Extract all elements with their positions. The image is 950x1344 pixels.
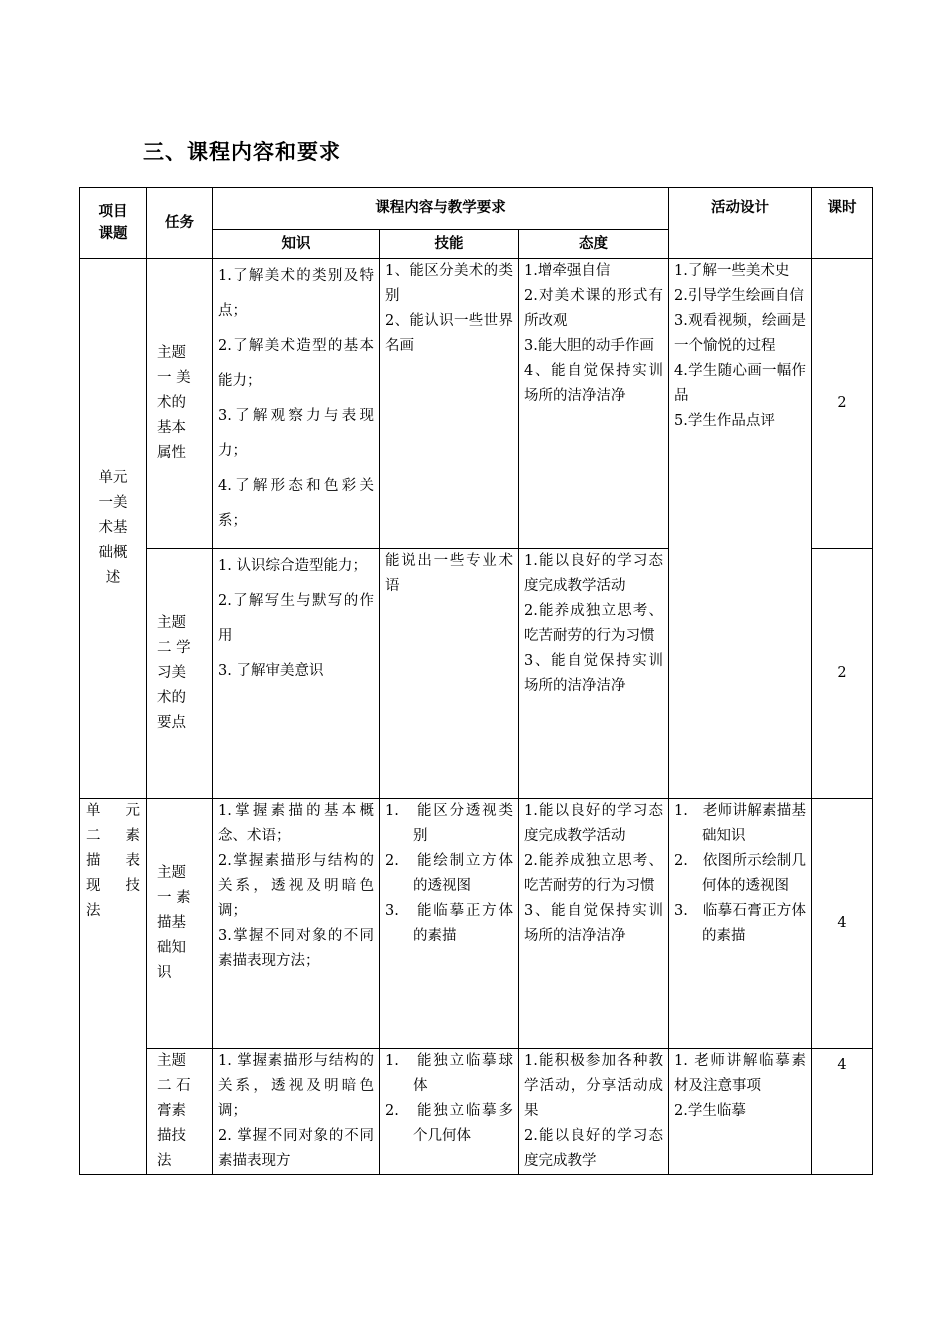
unit2-task1-knowledge: 1.掌握素描的基本概念、术语； 2.掌握素描形与结构的关系，透视及明暗色调； 3.掌握不同对象的不同素描表现方法； [213, 799, 380, 1049]
unit1-task1-name: 主题 一 美 术的 基本 属性 [147, 259, 213, 549]
course-table [79, 187, 873, 1175]
header-project: 项目 课题 [80, 188, 147, 259]
unit1-title: 单元 一美 术基 础概 述 [80, 259, 147, 799]
header-activity: 活动设计 [669, 188, 812, 259]
header-knowledge: 知识 [213, 230, 380, 259]
header-content-req: 课程内容与教学要求 [213, 188, 669, 230]
header-task: 任务 [147, 188, 213, 259]
unit2-task2-activity: 1. 老师讲解临摹素材及注意事项 2.学生临摹 [669, 1049, 812, 1175]
header-hours: 课时 [812, 188, 873, 259]
table-row-u2-t1 [80, 799, 873, 1049]
unit2-task1-activity: 1. 老师讲解素描基础知识 2. 依图所示绘制几何体的透视图 3. 临摹石膏正方体的素描 [669, 799, 812, 1049]
unit1-task2-skill: 能说出一些专业术语 [380, 549, 519, 799]
unit1-task2-knowledge: 1. 认识综合造型能力； 2.了解写生与默写的作用 3. 了解审美意识 [213, 549, 380, 799]
unit2-task1-hours: 4 [812, 799, 873, 1049]
unit1-task2-hours: 2 [812, 549, 873, 799]
unit1-task1-attitude: 1.增牵强自信 2.对美术课的形式有所改观 3.能大胆的动手作画 4、能自觉保持实训场所的洁净洁净 [519, 259, 669, 549]
unit1-task2-attitude: 1.能以良好的学习态度完成教学活动 2.能养成独立思考、吃苦耐劳的行为习惯 3、能自觉保持实训场所的洁净洁净 [519, 549, 669, 799]
unit2-task2-knowledge: 1. 掌握素描形与结构的关系，透视及明暗色调； 2. 掌握不同对象的不同素描表现方 [213, 1049, 380, 1175]
unit2-task1-name: 主题 一 素 描基 础知 识 [147, 799, 213, 1049]
header-row-1 [80, 188, 873, 230]
unit2-task2-hours: 4 [812, 1049, 873, 1175]
unit1-task1-knowledge: 1.了解美术的类别及特点； 2.了解美术造型的基本能力； 3.了解观察力与表现力； 4.了解形态和色彩关系； [213, 259, 380, 549]
unit1-task2-name: 主题 二 学 习美 术的 要点 [147, 549, 213, 799]
table-row-u2-t2 [80, 1049, 873, 1175]
unit2-task2-attitude: 1.能积极参加各种教学活动，分享活动成果 2.能以良好的学习态度完成教学 [519, 1049, 669, 1175]
header-attitude: 态度 [519, 230, 669, 259]
unit2-title: 单 元 二 素 描 表 现 技 法 [80, 799, 147, 1175]
unit2-task1-skill: 1. 能区分透视类别 2. 能绘制立方体的透视图 3. 能临摹正方体的素描 [380, 799, 519, 1049]
header-skill: 技能 [380, 230, 519, 259]
unit2-task1-attitude: 1.能以良好的学习态度完成教学活动 2.能养成独立思考、吃苦耐劳的行为习惯 3、能自觉保持实训场所的洁净洁净 [519, 799, 669, 1049]
unit1-task1-hours: 2 [812, 259, 873, 549]
unit2-task2-skill: 1. 能独立临摹球体 2. 能独立临摹多个几何体 [380, 1049, 519, 1175]
unit2-task2-name: 主题 二 石 膏素 描技 法 [147, 1049, 213, 1175]
table-row-u1-t1 [80, 259, 873, 549]
page-heading: 三、课程内容和要求 [143, 140, 341, 164]
unit1-activity: 1.了解一些美术史 2.引导学生绘画自信 3.观看视频，绘画是一个愉悦的过程 4.学生随心画一幅作品 5.学生作品点评 [669, 259, 812, 799]
unit1-task1-skill: 1、能区分美术的类别 2、能认识一些世界名画 [380, 259, 519, 549]
